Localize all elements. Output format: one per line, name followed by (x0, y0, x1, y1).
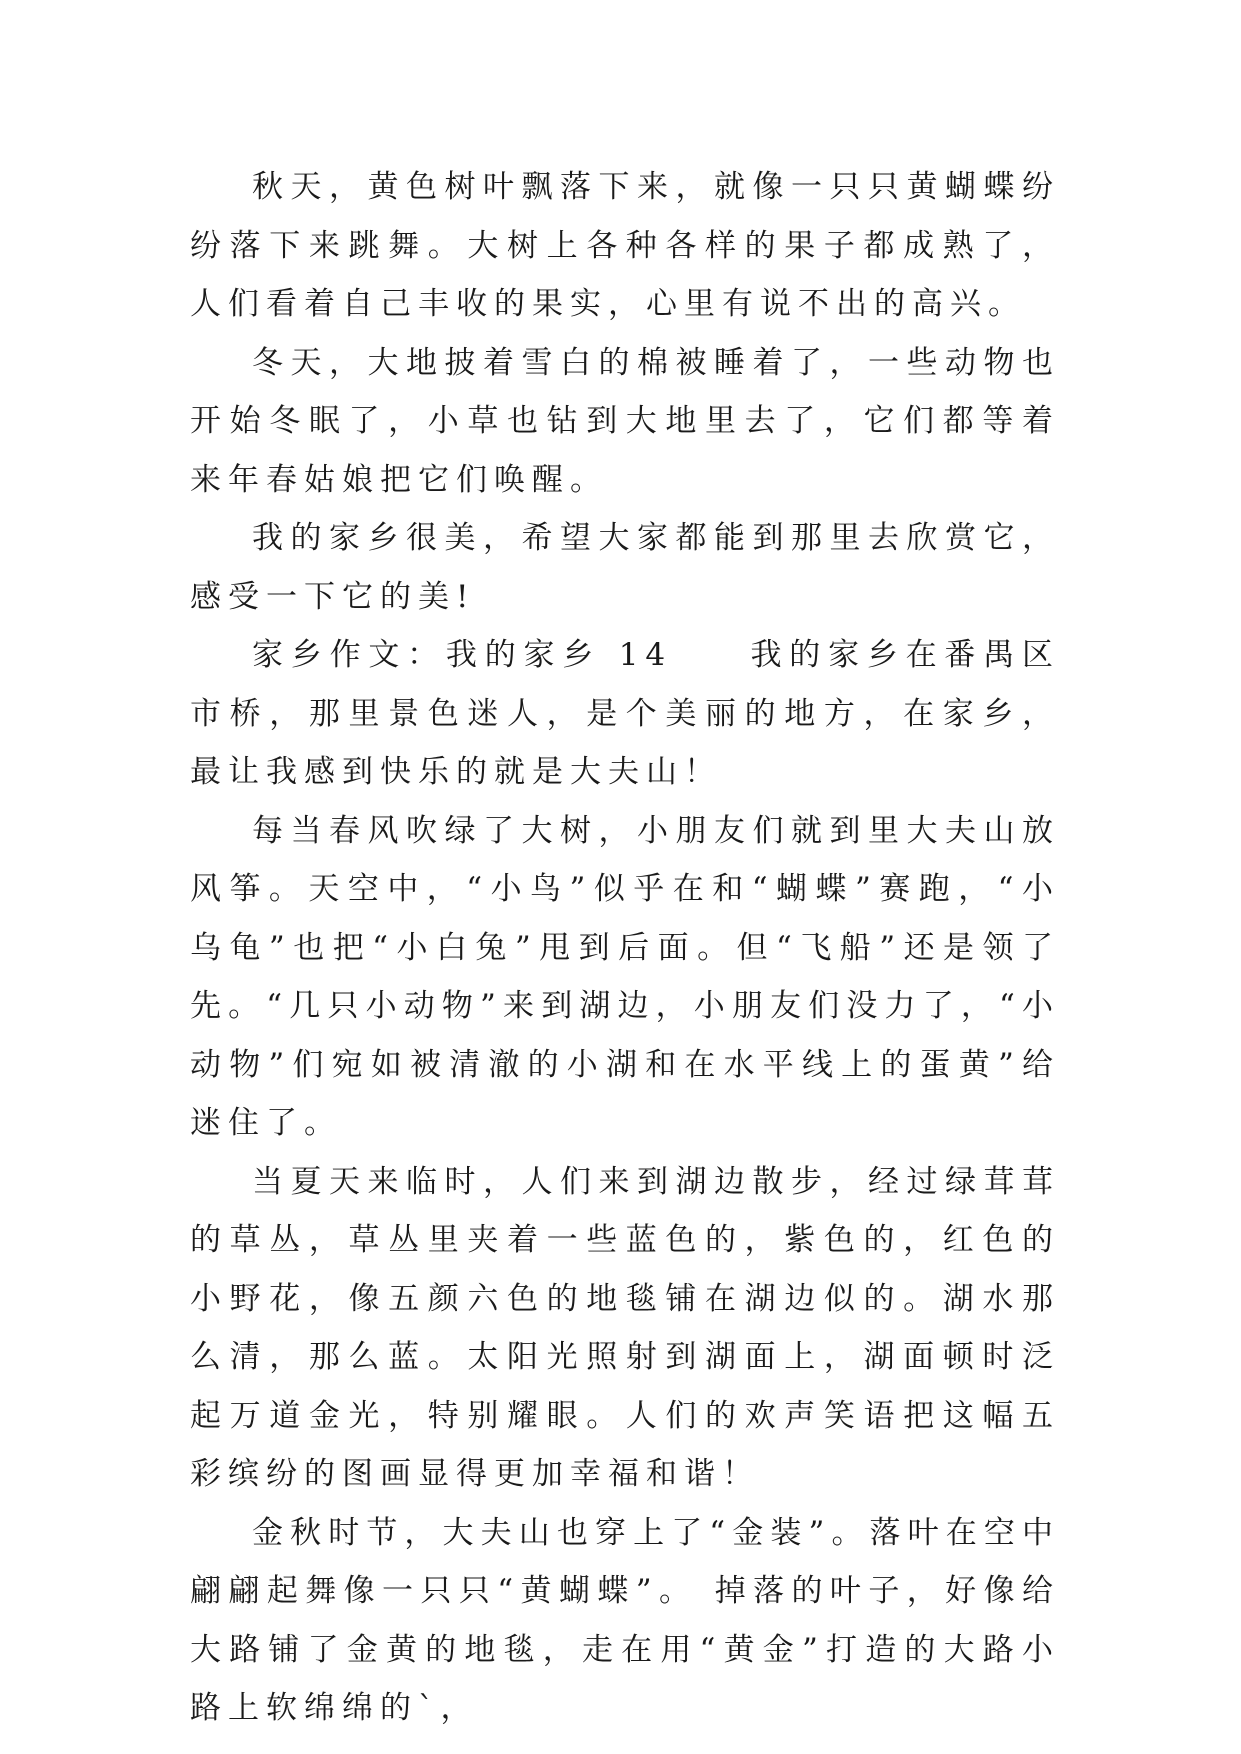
paragraph-winter: 冬天，大地披着雪白的棉被睡着了，一些动物也开始冬眠了，小草也钻到大地里去了，它们都等着来年春姑娘把它们唤醒。 (190, 344, 1060, 498)
document-body (190, 158, 1060, 1738)
paragraph-conclusion: 我的家乡很美，希望大家都能到那里去欣赏它，感受一下它的美! (190, 520, 1060, 615)
paragraph-golden-autumn: 金秋时节，大夫山也穿上了“金装”。落叶在空中翩翩起舞像一只只“黄蝴蝶”。 掉落的叶子，好像给大路铺了金黄的地毯，走在用“黄金”打造的大路小路上软绵绵的`， (190, 1514, 1060, 1726)
paragraph-spring-kites: 每当春风吹绿了大树，小朋友们就到里大夫山放风筝。天空中，“小鸟”似乎在和“蝴蝶”赛跑，“小乌龟”也把“小白兔”甩到后面。但“飞船”还是领了先。“几只小动物”来到湖边，小朋友们没力了，“小动物”们宛如被清澈的小湖和在水平线上的蛋黄”给迷住了。 (190, 812, 1060, 1141)
paragraph-essay-14-intro: 家乡作文：我的家乡 14 我的家乡在番禺区市桥，那里景色迷人，是个美丽的地方，在家乡，最让我感到快乐的就是大夫山！ (190, 637, 1060, 790)
paragraph-summer-lake: 当夏天来临时，人们来到湖边散步，经过绿茸茸的草丛，草丛里夹着一些蓝色的，紫色的，红色的小野花，像五颜六色的地毯铺在湖边似的。湖水那么清，那么蓝。太阳光照射到湖面上，湖面顿时泛起万道金光，特别耀眼。人们的欢声笑语把这幅五彩缤纷的图画显得更加幸福和谐！ (190, 1163, 1060, 1492)
paragraph-autumn: 秋天，黄色树叶飘落下来，就像一只只黄蝴蝶纷纷落下来跳舞。大树上各种各样的果子都成熟了，人们看着自己丰收的果实，心里有说不出的高兴。 (190, 169, 1060, 322)
